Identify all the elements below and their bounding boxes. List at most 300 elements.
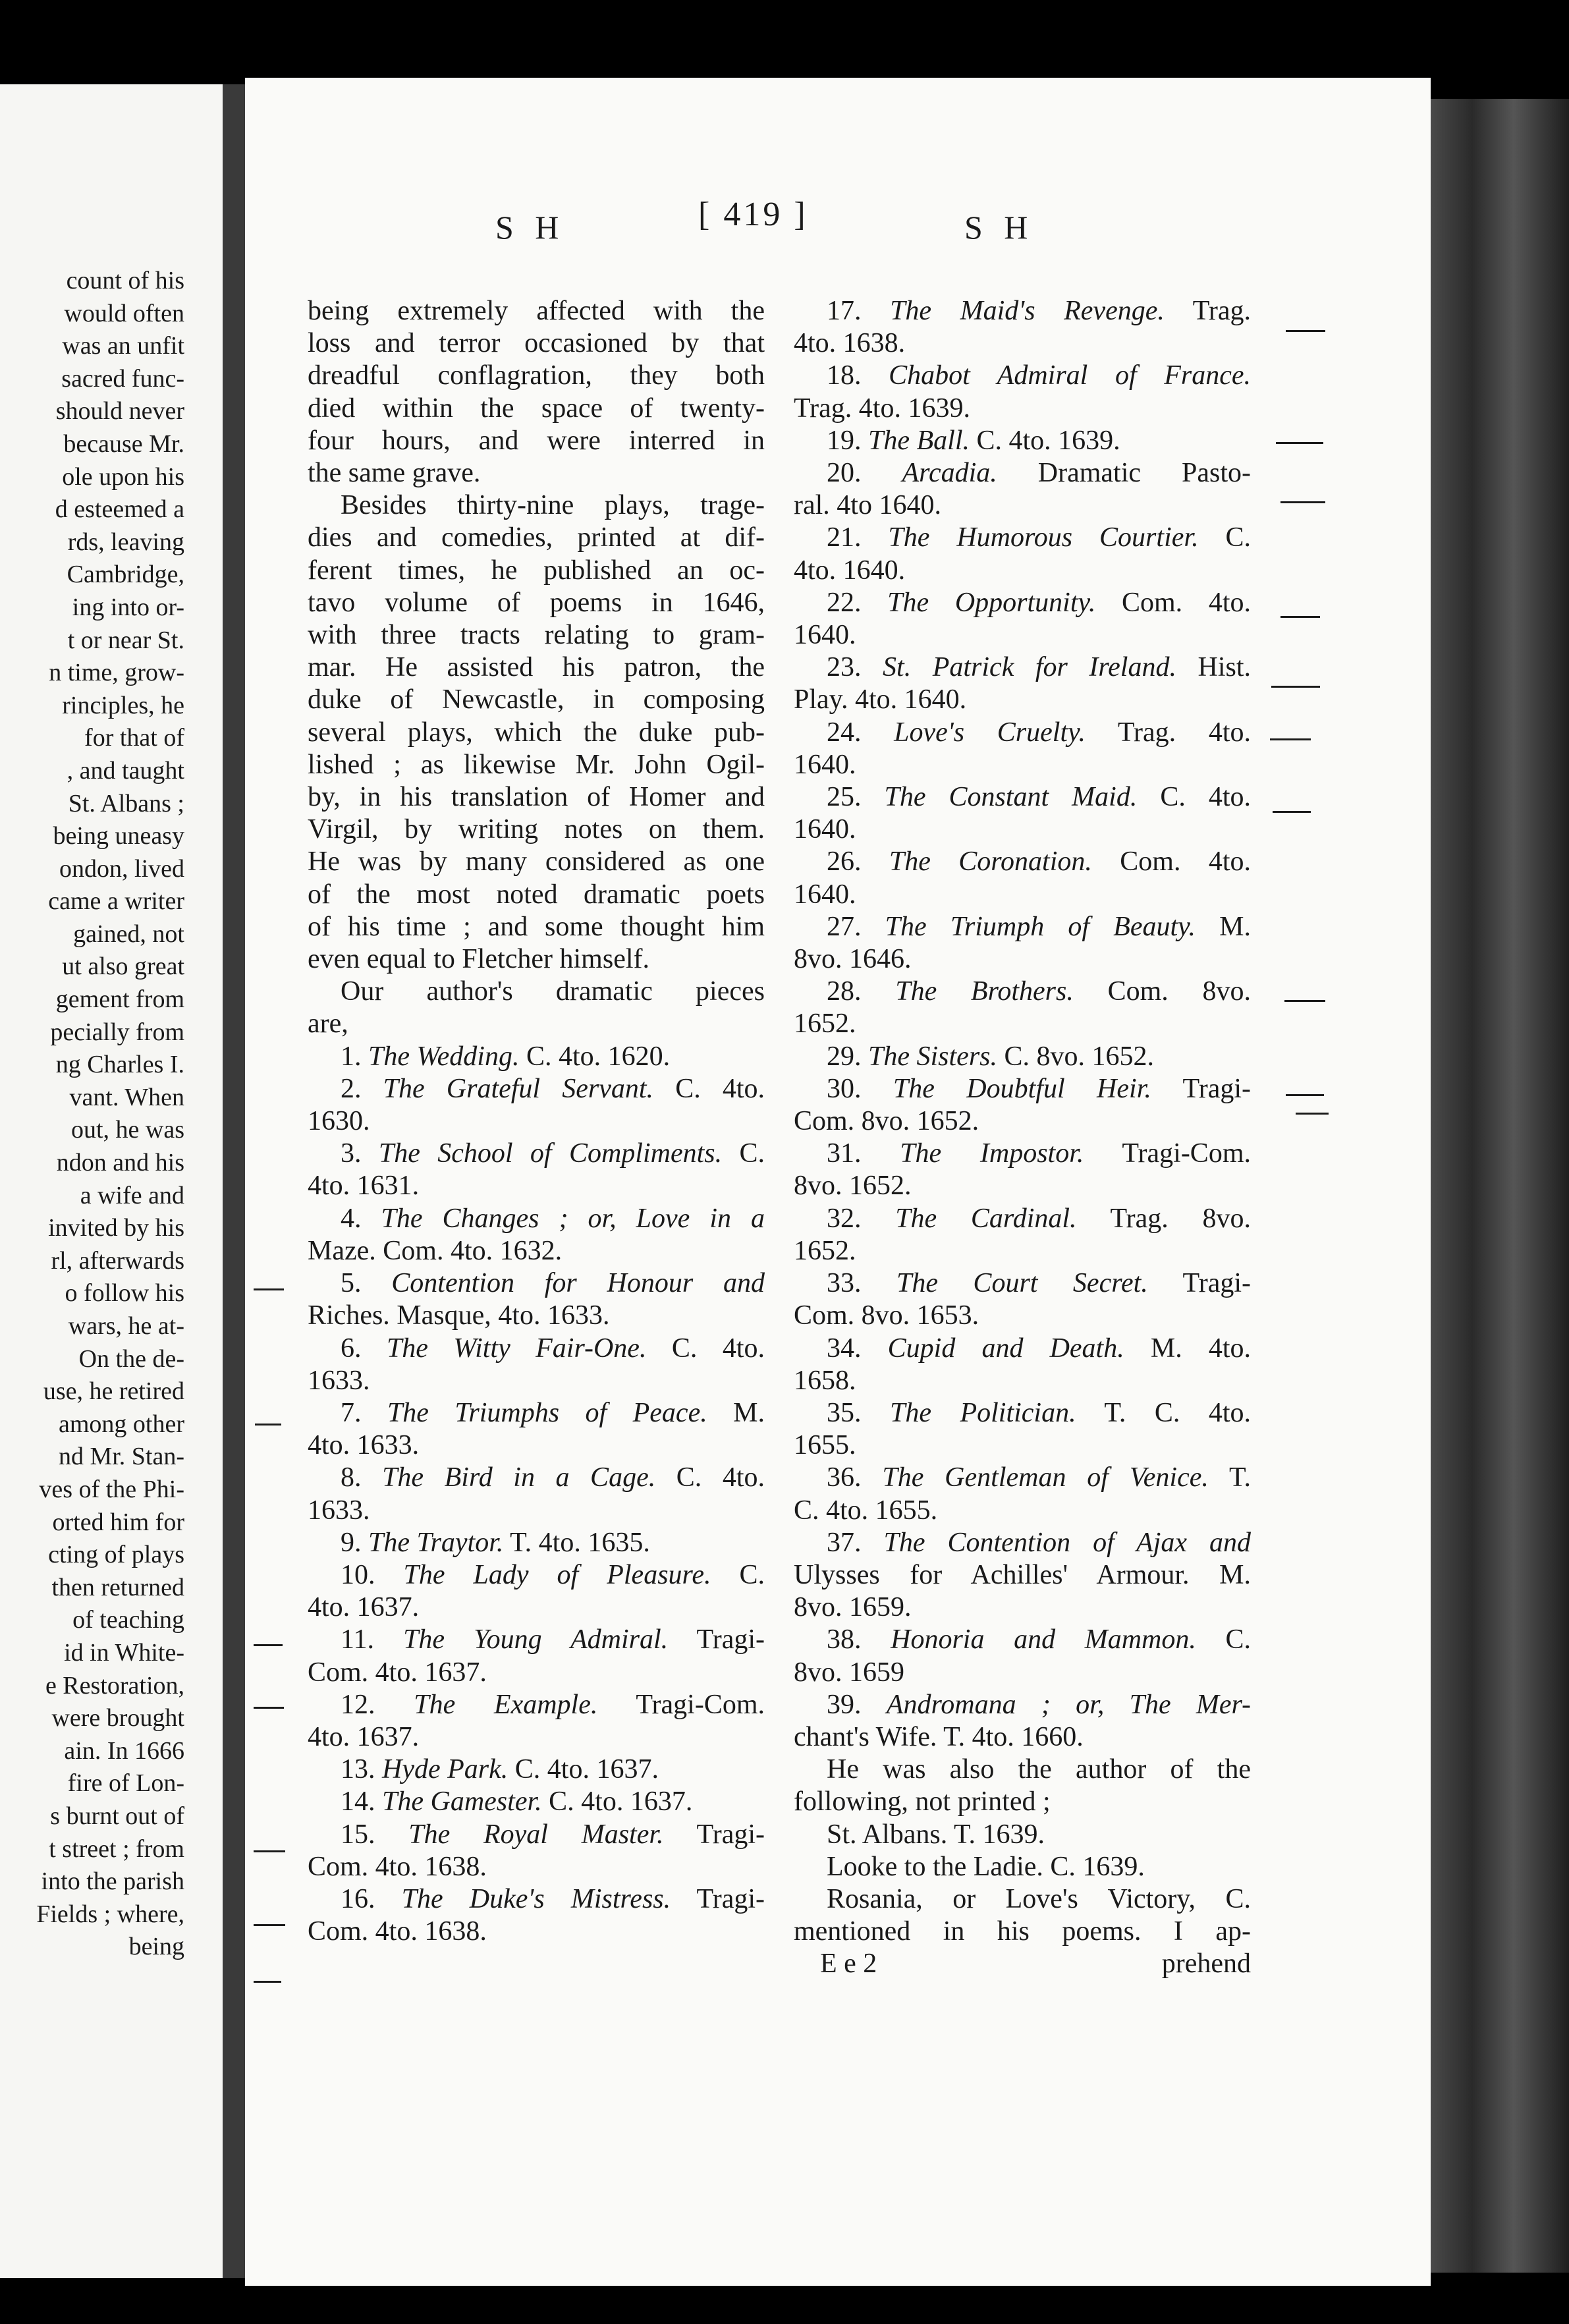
play-continuation: Riches. Masque, 4to. 1633.: [308, 1300, 610, 1331]
play-continuation: 1655.: [794, 1430, 856, 1461]
facing-page-line: into the parish: [41, 1868, 184, 1896]
play-details: C. 4to. 1620.: [526, 1041, 671, 1072]
facing-page-line: n time, grow-: [49, 659, 184, 687]
play-details: T. 4to. 1635.: [510, 1527, 650, 1558]
play-number: 13.: [341, 1754, 375, 1785]
facing-page-line: t or near St.: [67, 626, 184, 654]
margin-mark: [1270, 738, 1311, 740]
facing-page-line: e Restoration,: [45, 1671, 184, 1700]
play-continuation: 4to. 1637.: [308, 1721, 420, 1752]
play-entry: [308, 1267, 765, 1332]
play-number: 27.: [827, 911, 862, 942]
left-column: [308, 295, 765, 1948]
play-title: The Doubtful Heir.: [893, 1073, 1151, 1104]
play-details: C. 4to. 1637.: [549, 1786, 693, 1817]
play-line: [794, 651, 1251, 684]
facing-page-line: o follow his: [65, 1279, 184, 1308]
unprinted-intro: [794, 1754, 1251, 1818]
play-continuation: ral. 4to 1640.: [794, 490, 941, 521]
facing-page-line: gained, not: [73, 920, 184, 948]
play-entry: [794, 360, 1251, 424]
facing-page-line: On the de-: [78, 1344, 184, 1373]
play-continuation: 4to. 1633.: [308, 1430, 420, 1461]
play-line: [794, 1624, 1251, 1656]
play-line: [794, 846, 1251, 878]
play-details: Hist.: [1197, 652, 1252, 683]
text-line: Our author's dramatic pieces: [341, 976, 765, 1007]
play-line: [308, 1559, 765, 1591]
play-line: [794, 457, 1251, 489]
play-line: [794, 1397, 1251, 1429]
play-number: 39.: [827, 1689, 862, 1720]
play-number: 14.: [341, 1786, 375, 1817]
play-line: [794, 1689, 1251, 1721]
right-column: [794, 295, 1251, 1981]
text-line: tavo volume of poems in 1646,: [308, 587, 765, 618]
play-number: 23.: [827, 652, 862, 683]
play-continuation: 1630.: [308, 1106, 370, 1137]
play-entry: [794, 1041, 1251, 1073]
footer-line: [794, 1948, 1251, 1980]
play-details: C.: [739, 1138, 765, 1169]
play-details: C. 4to.: [676, 1462, 765, 1493]
facing-page-line: id in White-: [64, 1638, 184, 1667]
text-line: of the most noted dramatic poets: [308, 879, 765, 910]
facing-page-line: for that of: [84, 724, 184, 752]
play-entry: [794, 1203, 1251, 1267]
play-details: Com. 8vo.: [1107, 976, 1251, 1007]
facing-page-line: ole upon his: [62, 462, 184, 491]
facing-page-line: being: [128, 1933, 184, 1961]
play-number: 7.: [341, 1397, 362, 1428]
play-line: [794, 911, 1251, 943]
facing-page-line: wars, he at-: [68, 1312, 184, 1340]
book-page: [245, 78, 1431, 2286]
margin-mark: [1280, 616, 1320, 618]
play-continuation: C. 4to. 1655.: [794, 1495, 938, 1526]
facing-page-line: orted him for: [52, 1508, 184, 1536]
play-line: [308, 1527, 765, 1559]
play-entry: [308, 1754, 765, 1786]
play-number: 35.: [827, 1397, 862, 1428]
facing-page-line: nd Mr. Stan-: [58, 1443, 184, 1471]
play-title: Honoria and Mammon.: [891, 1624, 1196, 1655]
play-details: Tragi-: [696, 1819, 765, 1850]
play-number: 25.: [827, 782, 862, 813]
play-entry: [308, 1203, 765, 1267]
play-entry: [794, 717, 1251, 781]
text-line: He was by many considered as one: [308, 846, 765, 877]
play-title: The Duke's Mistress.: [401, 1883, 671, 1914]
play-continuation: 4to. 1638.: [794, 328, 906, 359]
text-line: Virgil, by writing notes on them.: [308, 814, 765, 845]
margin-mark: [254, 1981, 281, 1983]
play-number: 3.: [341, 1138, 362, 1169]
facing-page-line: cting of plays: [48, 1541, 184, 1569]
play-title: Cupid and Death.: [887, 1333, 1124, 1364]
play-entry: [794, 457, 1251, 522]
facing-page-line: ves of the Phi-: [39, 1475, 184, 1503]
play-number: 31.: [827, 1138, 862, 1169]
play-number: 34.: [827, 1333, 862, 1364]
text-line: lished ; as likewise Mr. John Ogil-: [308, 749, 765, 780]
play-number: 37.: [827, 1527, 862, 1558]
text-line: mar. He assisted his patron, the: [308, 652, 765, 683]
play-number: 21.: [827, 522, 862, 553]
play-details: T. C. 4to.: [1104, 1397, 1251, 1428]
play-number: 11.: [341, 1624, 374, 1655]
play-entry: [794, 1073, 1251, 1138]
play-entry: [794, 1333, 1251, 1397]
play-number: 20.: [827, 458, 862, 489]
play-entry: [308, 1819, 765, 1883]
play-number: 32.: [827, 1203, 862, 1234]
play-title: The Triumphs of Peace.: [387, 1397, 707, 1428]
facing-page-line: use, he retired: [43, 1377, 184, 1406]
play-details: C. 4to. 1637.: [514, 1754, 659, 1785]
play-title: The Traytor.: [368, 1527, 504, 1558]
margin-mark: [255, 1424, 281, 1425]
play-line: [794, 1203, 1251, 1235]
facing-page-line: St. Albans ;: [68, 789, 184, 817]
play-title: The Changes ; or, Love in a: [381, 1203, 765, 1234]
margin-mark: [254, 1707, 284, 1709]
facing-page-line: d esteemed a: [55, 495, 184, 524]
play-entry: [794, 1527, 1251, 1624]
play-line: [308, 1203, 765, 1235]
play-entry: [794, 976, 1251, 1040]
facing-page-line: ndon and his: [56, 1149, 184, 1177]
play-number: 22.: [827, 587, 862, 618]
facing-page-line: pecially from: [50, 1018, 184, 1046]
play-title: The Court Secret.: [896, 1268, 1148, 1299]
play-title: The Gentleman of Venice.: [882, 1462, 1209, 1493]
play-entry: [308, 1883, 765, 1948]
margin-mark: [1280, 501, 1325, 503]
margin-mark: [254, 1924, 285, 1926]
play-continuation: 1640.: [794, 749, 856, 780]
text-line: dies and comedies, printed at dif-: [308, 522, 765, 553]
play-title: The Coronation.: [889, 846, 1092, 877]
play-details: C. 4to.: [675, 1073, 765, 1104]
facing-page-line: because Mr.: [63, 429, 184, 458]
play-title: The Lady of Pleasure.: [403, 1559, 711, 1590]
play-line: [308, 1333, 765, 1365]
play-entry: [308, 1397, 765, 1462]
play-title: The Grateful Servant.: [383, 1073, 654, 1104]
play-number: 17.: [827, 296, 862, 326]
play-list: [794, 295, 1251, 1754]
play-line: [308, 1883, 765, 1916]
play-entry: [794, 425, 1251, 457]
play-number: 33.: [827, 1268, 862, 1299]
play-title: The Young Admiral.: [403, 1624, 669, 1655]
play-title: The Opportunity.: [887, 587, 1096, 618]
margin-mark: [254, 1850, 285, 1852]
play-continuation: Play. 4to. 1640.: [794, 684, 967, 715]
play-line: [794, 781, 1251, 814]
facing-page-line: count of his: [66, 267, 184, 294]
play-title: Love's Cruelty.: [894, 717, 1086, 748]
play-details: C. 4to.: [1160, 782, 1252, 813]
play-entry: [308, 1333, 765, 1397]
intro-paragraph: [308, 295, 765, 489]
play-number: 5.: [341, 1268, 362, 1299]
play-title: The Bird in a Cage.: [382, 1462, 656, 1493]
play-entry: [794, 1267, 1251, 1332]
header-right: S H: [964, 209, 1035, 246]
play-number: 16.: [341, 1883, 375, 1914]
play-number: 8.: [341, 1462, 362, 1493]
margin-mark: [1273, 811, 1311, 813]
play-number: 38.: [827, 1624, 862, 1655]
play-details: M.: [733, 1397, 765, 1428]
play-details: C. 4to.: [671, 1333, 765, 1364]
margin-mark: [254, 1644, 283, 1646]
facing-page-line: ng Charles I.: [55, 1051, 184, 1079]
play-details: C.: [1225, 522, 1252, 553]
play-continuation: Ulysses for Achilles' Armour. M.: [794, 1559, 1251, 1590]
play-number: 30.: [827, 1073, 862, 1104]
play-title: Hyde Park.: [382, 1754, 509, 1785]
facing-page-line: ut also great: [62, 953, 184, 981]
play-continuation: Com. 4to. 1638.: [308, 1851, 487, 1882]
play-line: [794, 360, 1251, 392]
play-title: The Ball.: [868, 425, 970, 456]
play-continuation: 1640.: [794, 814, 856, 845]
facing-page-line: came a writer: [48, 887, 184, 916]
play-number: 19.: [827, 425, 862, 456]
text-line: loss and terror occasioned by that: [308, 328, 765, 359]
play-continuation: 4to. 1631.: [308, 1171, 420, 1202]
play-details: Tragi-: [1182, 1073, 1252, 1104]
text-line: the same grave.: [308, 458, 481, 489]
play-entry: [308, 1559, 765, 1624]
facing-page-line: was an unfit: [62, 332, 184, 360]
play-details: Trag. 4to.: [1117, 717, 1251, 748]
play-line: [794, 1267, 1251, 1300]
play-details: Tragi-: [696, 1883, 765, 1914]
book-gutter: [223, 84, 245, 2278]
play-continuation: Trag. 4to. 1639.: [794, 393, 970, 424]
play-continuation: 4to. 1640.: [794, 555, 906, 586]
margin-mark: [1286, 1094, 1324, 1096]
play-line: [794, 976, 1251, 1008]
facing-page-line: gement from: [55, 985, 184, 1014]
facing-page-line: then returned: [51, 1573, 184, 1601]
play-entry: [794, 587, 1251, 651]
play-continuation: Com. 8vo. 1653.: [794, 1300, 979, 1331]
page-number: [ 419 ]: [698, 196, 808, 233]
text-line: being extremely affected with the: [308, 296, 765, 326]
play-number: 29.: [827, 1041, 862, 1072]
play-details: Tragi-: [696, 1624, 765, 1655]
play-number: 28.: [827, 976, 862, 1007]
play-details: Tragi-Com.: [1122, 1138, 1251, 1169]
facing-page-line: s burnt out of: [50, 1802, 184, 1830]
play-list: [308, 1041, 765, 1949]
play-details: C.: [1225, 1624, 1252, 1655]
play-title: The Royal Master.: [408, 1819, 664, 1850]
play-title: The Politician.: [889, 1397, 1076, 1428]
play-continuation: 1633.: [308, 1365, 370, 1396]
play-continuation: Com. 4to. 1637.: [308, 1657, 487, 1688]
play-entry: [308, 1527, 765, 1559]
unprinted-entry: mentioned in his poems. I ap-: [794, 1916, 1251, 1947]
play-entry: [308, 1689, 765, 1754]
play-continuation: 8vo. 1652.: [794, 1171, 912, 1202]
facing-page-line: ing into or-: [72, 593, 184, 621]
play-line: [308, 1689, 765, 1721]
play-continuation: 1658.: [794, 1365, 856, 1396]
play-entry: [308, 1041, 765, 1073]
pieces-intro: [308, 976, 765, 1040]
unprinted-entry: St. Albans. T. 1639.: [827, 1819, 1045, 1850]
play-title: The Witty Fair-One.: [386, 1333, 647, 1364]
text-line: by, in his translation of Homer and: [308, 782, 765, 813]
play-number: 18.: [827, 360, 862, 391]
text-line: ferent times, he published an oc-: [308, 555, 765, 586]
play-details: T.: [1228, 1462, 1252, 1493]
running-header: [245, 196, 1431, 261]
play-line: [794, 1041, 1251, 1073]
play-details: Trag. 8vo.: [1110, 1203, 1252, 1234]
play-title: St. Patrick for Ireland.: [883, 652, 1176, 683]
play-entry: [794, 1462, 1251, 1526]
text-line: are,: [308, 1009, 348, 1039]
play-number: 24.: [827, 717, 862, 748]
play-title: The Humorous Courtier.: [888, 522, 1199, 553]
facing-page-line: rds, leaving: [67, 528, 184, 556]
play-line: [794, 1073, 1251, 1105]
text-line: dreadful conflagration, they both: [308, 360, 765, 391]
text-line: following, not printed ;: [794, 1786, 1051, 1817]
facing-page-line: ondon, lived: [59, 854, 184, 883]
play-continuation: 1652.: [794, 1009, 856, 1039]
play-entry: [308, 1073, 765, 1138]
facing-page-line: being uneasy: [53, 822, 184, 850]
play-entry: [794, 1397, 1251, 1462]
play-line: [794, 1462, 1251, 1494]
text-line: with three tracts relating to gram-: [308, 620, 765, 651]
text-line: of his time ; and some thought him: [308, 911, 765, 942]
play-continuation: 8vo. 1659: [794, 1657, 904, 1688]
facing-page-line: vant. When: [69, 1083, 184, 1111]
play-details: Com. 4to.: [1121, 587, 1251, 618]
play-details: M.: [1219, 911, 1251, 942]
facing-page-line: a wife and: [80, 1181, 184, 1209]
play-continuation: 1633.: [308, 1495, 370, 1526]
play-continuation: 8vo. 1646.: [794, 944, 912, 975]
facing-page-line: , and taught: [67, 756, 184, 785]
play-line: [308, 1397, 765, 1429]
facing-page-line: rl, afterwards: [51, 1246, 184, 1275]
play-line: [794, 1527, 1251, 1559]
play-number: 15.: [341, 1819, 375, 1850]
play-number: 4.: [341, 1203, 362, 1234]
play-number: 1.: [341, 1041, 362, 1072]
play-title: The Constant Maid.: [884, 782, 1138, 813]
play-entry: [308, 1624, 765, 1688]
text-line: even equal to Fletcher himself.: [308, 944, 649, 975]
margin-mark: [1286, 330, 1325, 332]
signature-mark: E e 2: [820, 1949, 877, 1979]
facing-page-line: sacred func-: [61, 364, 184, 393]
play-line: [794, 1333, 1251, 1365]
play-title: Andromana ; or, The Mer-: [886, 1689, 1252, 1720]
play-entry: [308, 1786, 765, 1818]
play-details: C. 4to. 1639.: [976, 425, 1120, 456]
play-number: 36.: [827, 1462, 862, 1493]
text-line: duke of Newcastle, in composing: [308, 684, 765, 715]
play-number: 9.: [341, 1527, 362, 1558]
play-title: The Sisters.: [868, 1041, 998, 1072]
unprinted-list: [794, 1819, 1251, 1949]
play-continuation: chant's Wife. T. 4to. 1660.: [794, 1721, 1084, 1752]
play-line: [308, 1267, 765, 1300]
play-continuation: 8vo. 1659.: [794, 1592, 912, 1623]
play-line: [794, 295, 1251, 327]
facing-page-line: among other: [58, 1410, 184, 1438]
play-line: [308, 1138, 765, 1170]
facing-page-line: out, he was: [70, 1116, 184, 1144]
play-entry: [794, 781, 1251, 846]
play-continuation: Com. 4to. 1638.: [308, 1916, 487, 1947]
play-line: [308, 1624, 765, 1656]
play-title: The Wedding.: [368, 1041, 520, 1072]
play-details: Trag.: [1192, 296, 1251, 326]
play-details: Dramatic Pasto-: [1037, 458, 1252, 489]
play-title: The Brothers.: [895, 976, 1074, 1007]
play-continuation: 1652.: [794, 1235, 856, 1266]
play-continuation: 1640.: [794, 879, 856, 910]
play-details: M. 4to.: [1150, 1333, 1252, 1364]
play-entry: [794, 1138, 1251, 1202]
play-entry: [794, 846, 1251, 910]
unprinted-entry: Rosania, or Love's Victory, C.: [827, 1883, 1251, 1914]
play-line: [794, 717, 1251, 749]
play-line: [308, 1754, 765, 1786]
margin-mark: [1271, 686, 1320, 688]
play-line: [794, 1138, 1251, 1170]
facing-page-line: ain. In 1666: [64, 1736, 184, 1765]
text-line: Besides thirty-nine plays, trage-: [341, 490, 765, 521]
header-left: S H: [495, 209, 566, 246]
text-line: He was also the author of the: [827, 1754, 1251, 1785]
facing-page-line: should never: [55, 397, 184, 426]
facing-page-line: fire of Lon-: [67, 1769, 184, 1798]
facing-page-line: Fields ; where,: [36, 1900, 184, 1928]
play-title: Contention for Honour and: [391, 1268, 765, 1299]
text-line: died within the space of twenty-: [308, 393, 765, 424]
play-title: The Example.: [414, 1689, 598, 1720]
play-line: [308, 1819, 765, 1851]
facing-page-line: t street ; from: [49, 1835, 184, 1863]
play-title: The Maid's Revenge.: [890, 296, 1165, 326]
play-entry: [794, 651, 1251, 716]
play-line: [308, 1041, 765, 1073]
text-line: several plays, which the duke pub-: [308, 717, 765, 748]
biography-paragraph: [308, 489, 765, 976]
play-title: The Triumph of Beauty.: [885, 911, 1196, 942]
facing-page-text: [0, 265, 184, 1964]
play-number: 10.: [341, 1559, 375, 1590]
play-line: [794, 425, 1251, 457]
facing-page-line: rinciples, he: [62, 691, 184, 719]
catchword: prehend: [1161, 1949, 1251, 1979]
margin-mark: [1284, 1000, 1325, 1002]
play-entry: [794, 295, 1251, 360]
